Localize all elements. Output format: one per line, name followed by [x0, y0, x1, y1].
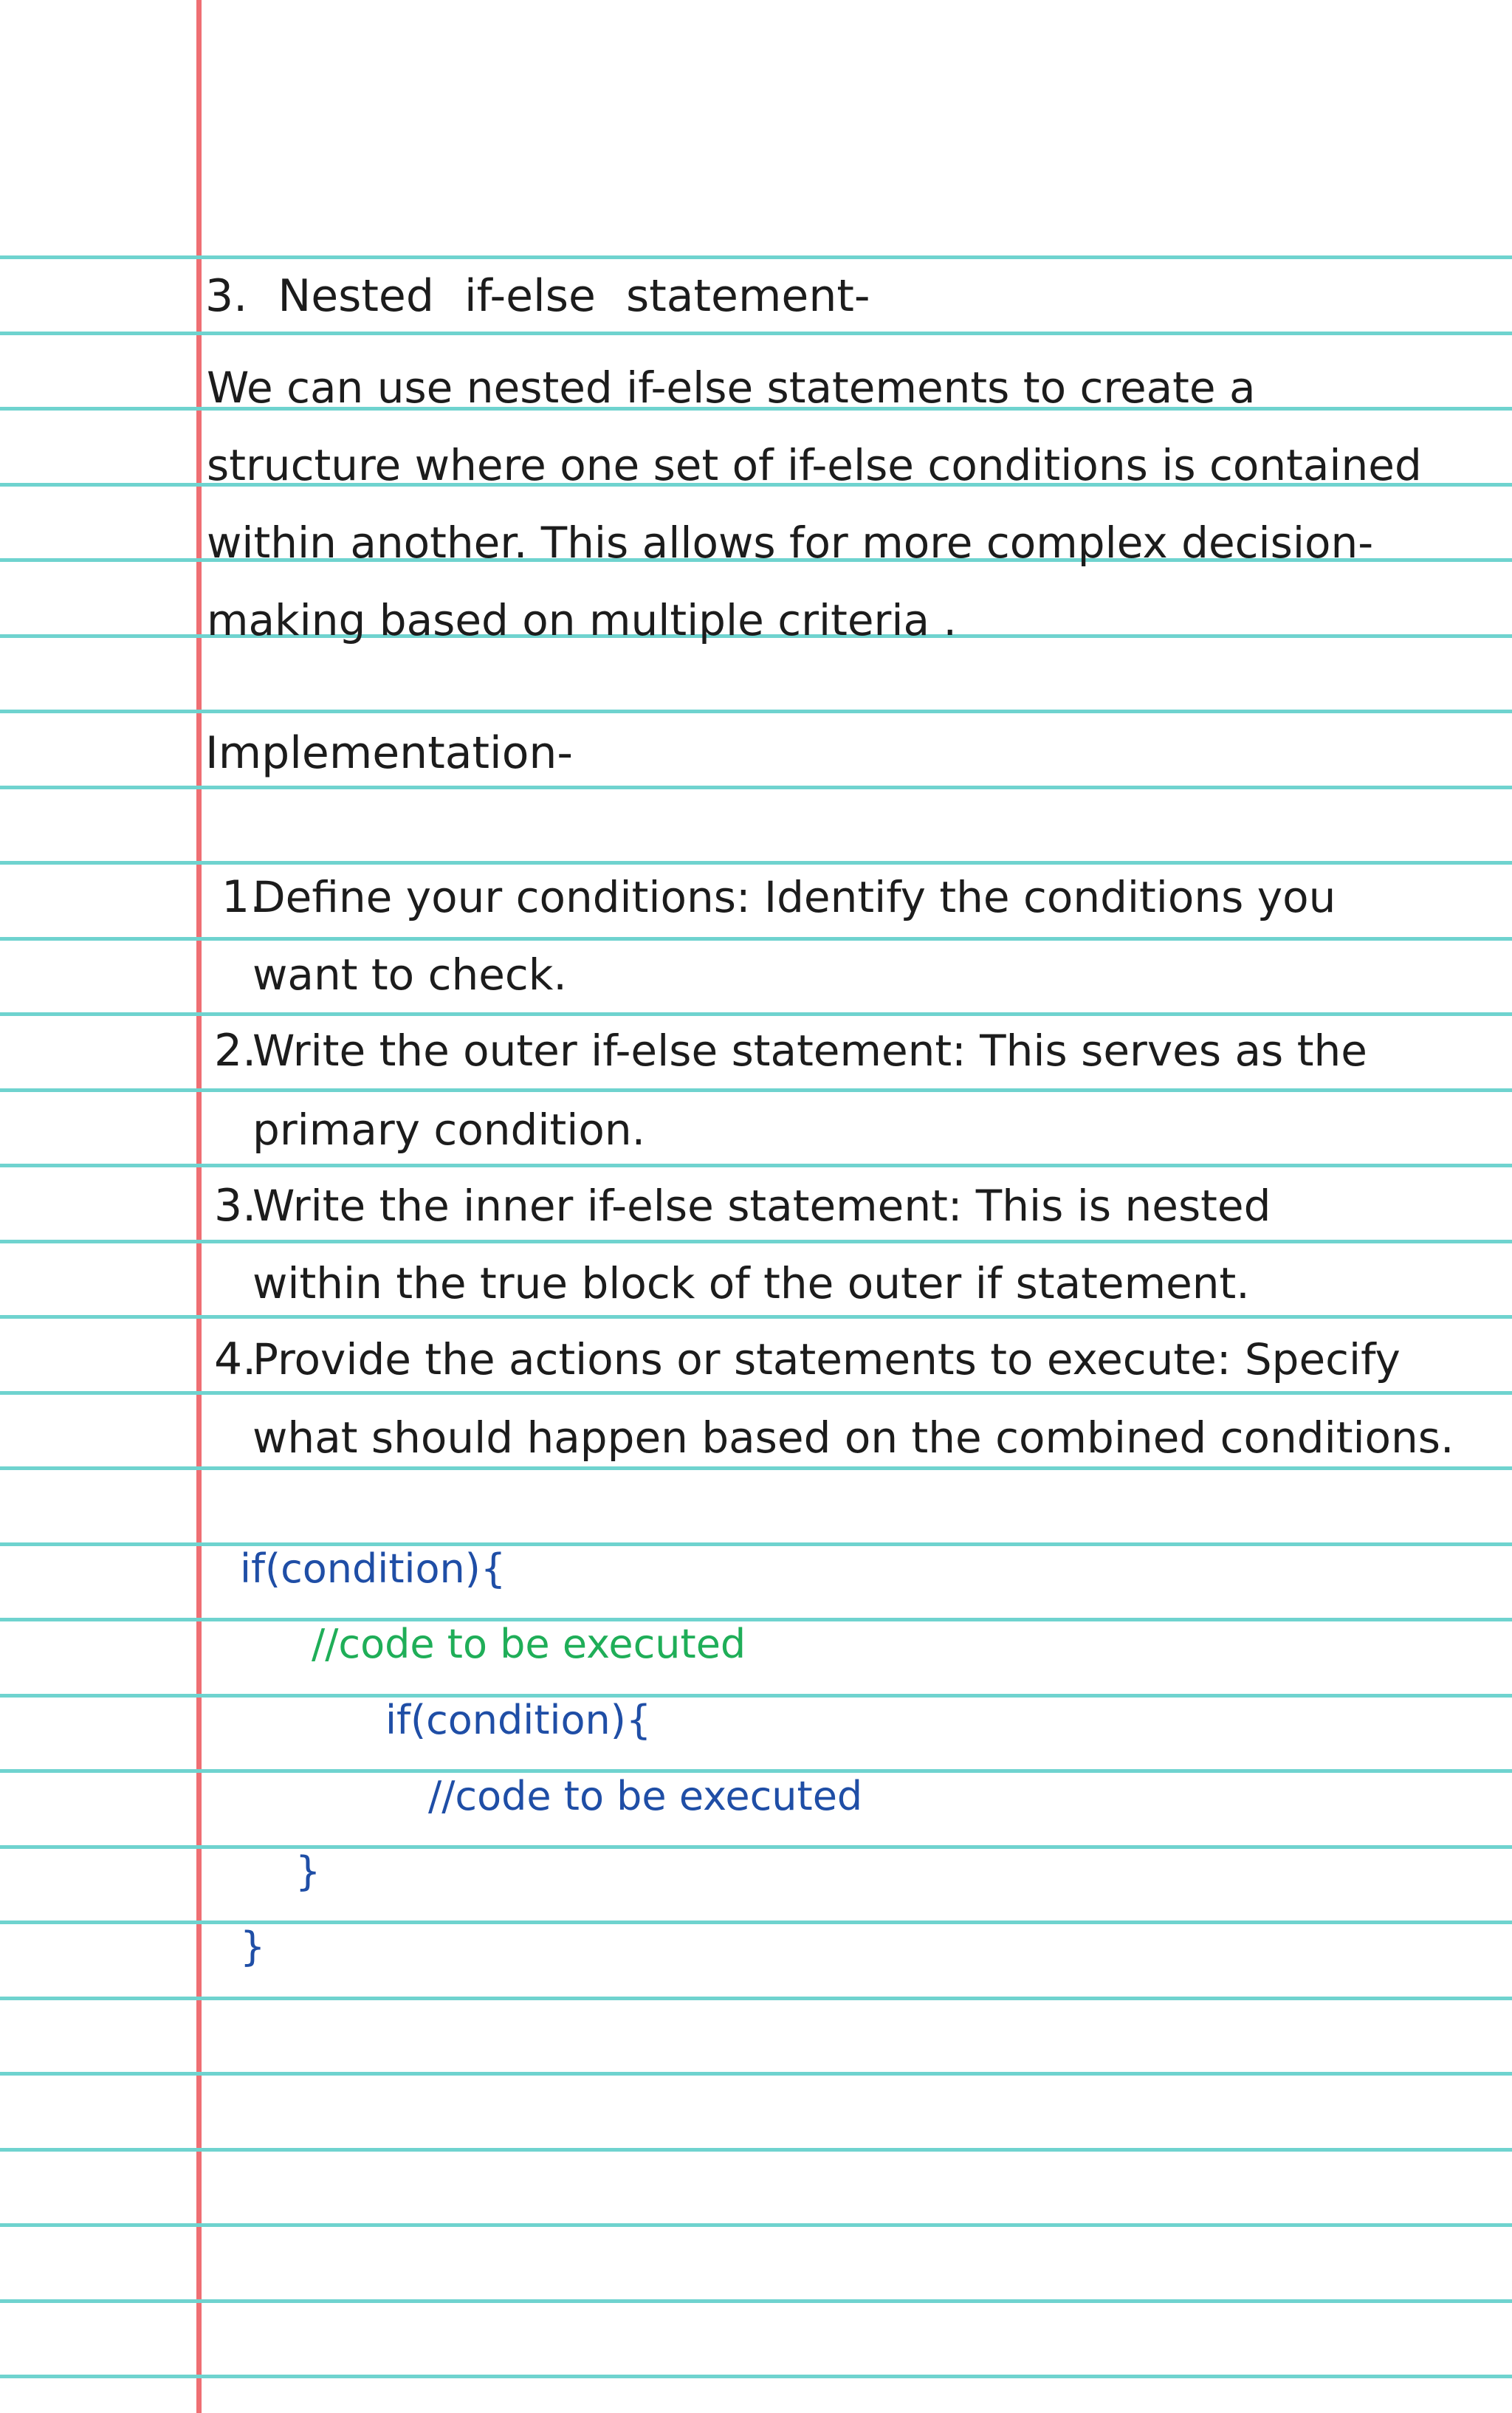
- ruled-line: [0, 861, 1512, 865]
- step-1-number: 1.: [221, 871, 264, 923]
- step-4-number: 4.: [214, 1334, 257, 1385]
- ruled-line: [0, 1391, 1512, 1395]
- ruled-line: [0, 2072, 1512, 2076]
- ruled-line: [0, 1694, 1512, 1698]
- implementation-heading: Implementation-: [205, 727, 574, 779]
- ruled-line: [0, 1240, 1512, 1243]
- ruled-line: [0, 1618, 1512, 1621]
- code-line-outer-if: if(condition){: [240, 1545, 506, 1592]
- code-line-inner-close: }: [295, 1848, 321, 1895]
- step-2-number: 2.: [214, 1025, 257, 1077]
- ruled-line: [0, 786, 1512, 789]
- ruled-line: [0, 332, 1512, 335]
- ruled-line: [0, 2375, 1512, 2378]
- section-title: 3. Nested if-else statement-: [205, 270, 870, 322]
- red-margin-line: [196, 0, 202, 2413]
- ruled-line: [0, 710, 1512, 713]
- ruled-line: [0, 1845, 1512, 1849]
- code-line-inner-if: if(condition){: [385, 1697, 652, 1743]
- step-3-line-2: within the true block of the outer if statement.: [252, 1258, 1250, 1308]
- ruled-line: [0, 1542, 1512, 1546]
- description-line-4: making based on multiple criteria .: [207, 595, 957, 645]
- ruled-line: [0, 1997, 1512, 2000]
- step-4-line-1: Provide the actions or statements to execute: Specify: [252, 1334, 1401, 1384]
- code-line-outer-close: }: [240, 1923, 266, 1970]
- ruled-line: [0, 1012, 1512, 1016]
- code-line-comment-green: //code to be executed: [312, 1621, 746, 1667]
- ruled-line: [0, 1088, 1512, 1092]
- step-1-line-1: Define your conditions: Identify the conditions you: [252, 872, 1336, 922]
- step-3-number: 3.: [214, 1180, 257, 1232]
- ruled-line: [0, 2299, 1512, 2303]
- code-line-comment-blue: //code to be executed: [428, 1773, 863, 1819]
- step-3-line-1: Write the inner if-else statement: This is nested: [252, 1181, 1271, 1231]
- step-4-line-2: what should happen based on the combined conditions.: [252, 1413, 1454, 1463]
- ruled-line: [0, 255, 1512, 259]
- ruled-line: [0, 1164, 1512, 1167]
- step-1-line-2: want to check.: [252, 950, 567, 1000]
- step-2-line-1: Write the outer if-else statement: This serves as the: [252, 1026, 1367, 1076]
- ruled-line: [0, 1921, 1512, 1924]
- ruled-line: [0, 1466, 1512, 1470]
- ruled-line: [0, 1315, 1512, 1319]
- description-line-3: within another. This allows for more complex decision-: [207, 518, 1374, 568]
- ruled-line: [0, 2148, 1512, 2152]
- description-line-1: We can use nested if-else statements to create a: [207, 363, 1256, 413]
- description-line-2: structure where one set of if-else conditions is contained: [207, 440, 1422, 490]
- ruled-line: [0, 2223, 1512, 2227]
- step-2-line-2: primary condition.: [252, 1105, 646, 1155]
- ruled-line: [0, 937, 1512, 941]
